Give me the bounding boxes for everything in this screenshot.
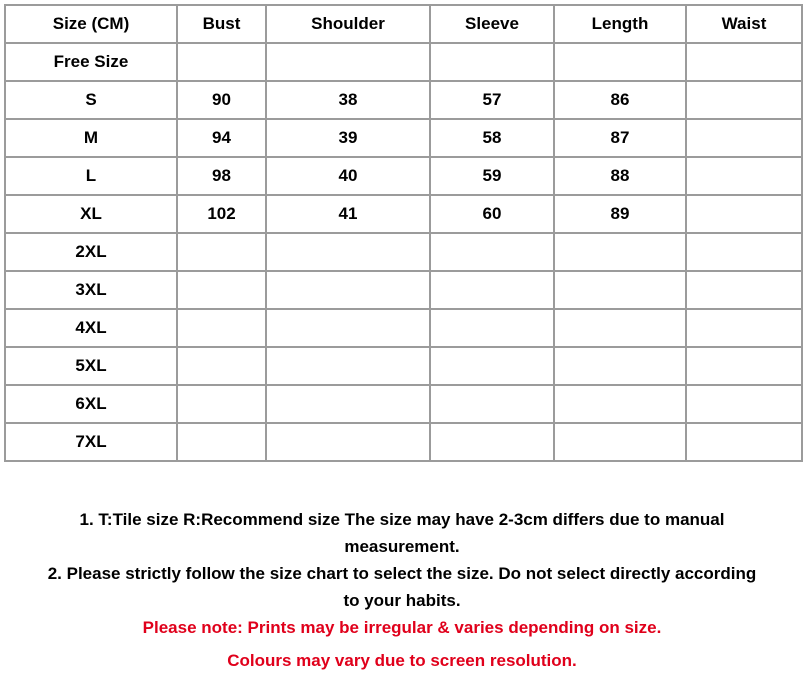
length-header: Length	[554, 5, 686, 43]
note-2-line-1: 2. Please strictly follow the size chart to select the size. Do not select directly according	[47, 564, 757, 583]
bust-header: Bust	[177, 5, 266, 43]
shoulder-header: Shoulder	[266, 5, 430, 43]
sleeve-cell	[430, 347, 554, 385]
waist-cell	[686, 347, 802, 385]
table-row	[5, 271, 802, 309]
colours-warning: Colours may vary due to screen resolution.	[227, 651, 577, 670]
length-cell: 86	[554, 81, 686, 119]
note-2-line-2: to your habits.	[343, 591, 461, 610]
waist-cell	[686, 195, 802, 233]
waist-cell	[686, 271, 802, 309]
table-header-row	[5, 5, 802, 43]
sleeve-cell	[430, 423, 554, 461]
shoulder-cell	[266, 233, 430, 271]
length-cell: 88	[554, 157, 686, 195]
bust-cell: 94	[177, 119, 266, 157]
sleeve-cell	[430, 271, 554, 309]
sleeve-cell: 59	[430, 157, 554, 195]
table-body	[5, 43, 802, 461]
size-chart-table	[4, 4, 803, 462]
size-notes	[0, 506, 804, 674]
bust-cell: 90	[177, 81, 266, 119]
bust-cell	[177, 423, 266, 461]
sleeve-cell	[430, 385, 554, 423]
length-cell: 89	[554, 195, 686, 233]
table-row	[5, 309, 802, 347]
shoulder-cell	[266, 423, 430, 461]
waist-cell	[686, 119, 802, 157]
shoulder-cell: 40	[266, 157, 430, 195]
size-label-cell: L	[5, 157, 177, 195]
length-cell	[554, 43, 686, 81]
size-label-cell: XL	[5, 195, 177, 233]
length-cell	[554, 309, 686, 347]
size-label-cell: 2XL	[5, 233, 177, 271]
shoulder-cell	[266, 271, 430, 309]
shoulder-cell: 38	[266, 81, 430, 119]
length-cell	[554, 271, 686, 309]
waist-cell	[686, 157, 802, 195]
size-label-cell: Free Size	[5, 43, 177, 81]
note-1-line-2: measurement.	[344, 537, 460, 556]
table-row	[5, 119, 802, 157]
bust-cell	[177, 347, 266, 385]
length-cell: 87	[554, 119, 686, 157]
shoulder-cell	[266, 309, 430, 347]
table-row	[5, 195, 802, 233]
bust-cell	[177, 43, 266, 81]
bust-cell	[177, 309, 266, 347]
size-label-cell: 7XL	[5, 423, 177, 461]
sleeve-cell	[430, 43, 554, 81]
bust-cell	[177, 271, 266, 309]
size-label-cell: 4XL	[5, 309, 177, 347]
sleeve-cell: 58	[430, 119, 554, 157]
size-label-cell: 6XL	[5, 385, 177, 423]
size-label-cell: 5XL	[5, 347, 177, 385]
sleeve-cell	[430, 309, 554, 347]
bust-cell	[177, 385, 266, 423]
prints-warning: Please note: Prints may be irregular & varies depending on size.	[142, 618, 662, 637]
size-label-cell: M	[5, 119, 177, 157]
waist-cell	[686, 423, 802, 461]
length-cell	[554, 233, 686, 271]
waist-cell	[686, 385, 802, 423]
shoulder-cell: 41	[266, 195, 430, 233]
table-row	[5, 43, 802, 81]
length-cell	[554, 423, 686, 461]
length-cell	[554, 385, 686, 423]
table-row	[5, 385, 802, 423]
shoulder-cell	[266, 347, 430, 385]
table-row	[5, 423, 802, 461]
length-cell	[554, 347, 686, 385]
shoulder-cell: 39	[266, 119, 430, 157]
waist-cell	[686, 43, 802, 81]
size-label-cell: S	[5, 81, 177, 119]
waist-cell	[686, 309, 802, 347]
sleeve-cell	[430, 233, 554, 271]
bust-cell	[177, 233, 266, 271]
shoulder-cell	[266, 43, 430, 81]
note-1-line-1: 1. T:Tile size R:Recommend size The size may have 2-3cm differs due to manual	[79, 510, 725, 529]
bust-cell: 98	[177, 157, 266, 195]
table-row	[5, 81, 802, 119]
table-row	[5, 157, 802, 195]
waist-header: Waist	[686, 5, 802, 43]
size-header: Size (CM)	[5, 5, 177, 43]
sleeve-header: Sleeve	[430, 5, 554, 43]
waist-cell	[686, 233, 802, 271]
bust-cell: 102	[177, 195, 266, 233]
sleeve-cell: 60	[430, 195, 554, 233]
table-row	[5, 233, 802, 271]
shoulder-cell	[266, 385, 430, 423]
size-label-cell: 3XL	[5, 271, 177, 309]
waist-cell	[686, 81, 802, 119]
table-row	[5, 347, 802, 385]
sleeve-cell: 57	[430, 81, 554, 119]
